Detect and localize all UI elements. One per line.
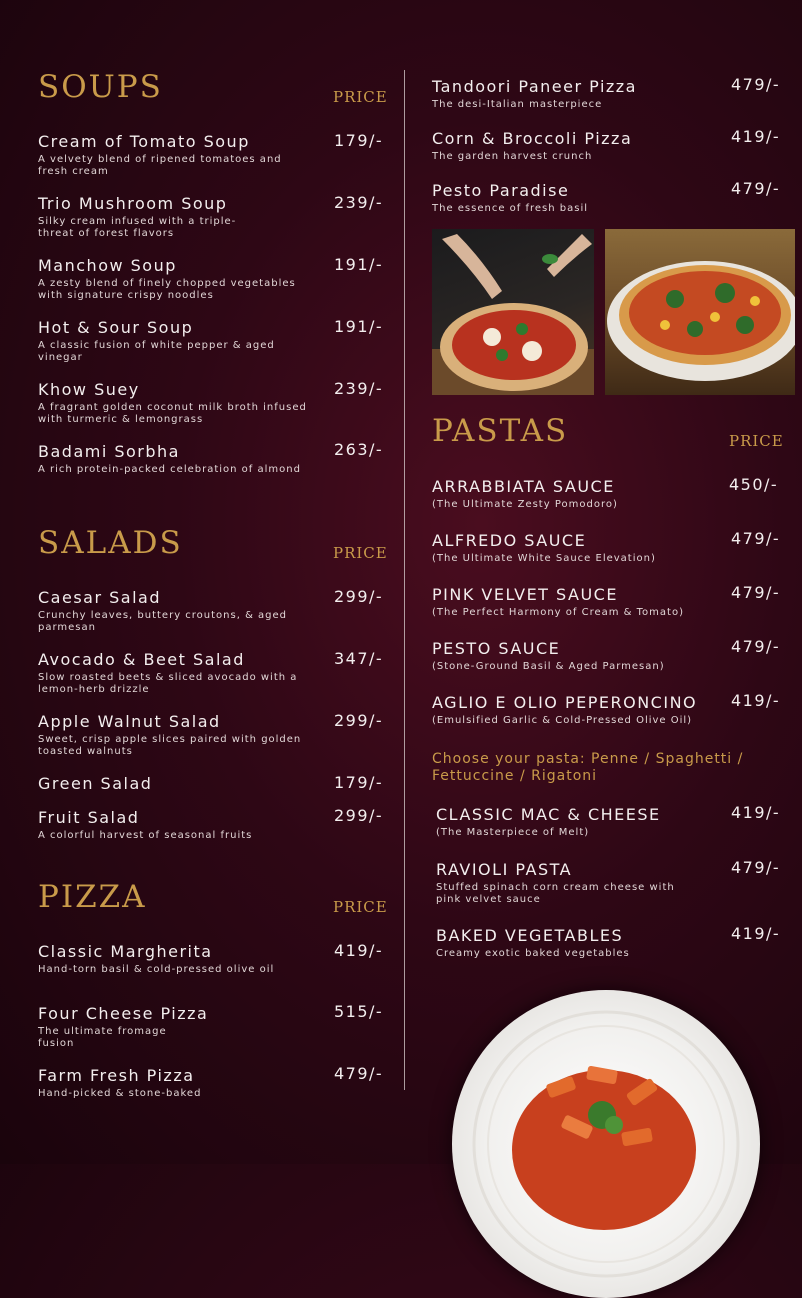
menu-item-pizza — [432, 129, 712, 163]
item-name: PINK VELVET SAUCE — [432, 585, 618, 604]
item-price: 179/- — [334, 773, 384, 792]
menu-item-pasta-special — [436, 926, 721, 960]
item-price: 450/- — [729, 475, 779, 494]
menu-item-soup — [38, 380, 313, 425]
salads-price-heading: PRICE — [333, 544, 388, 562]
item-desc: A colorful harvest of seasonal fruits — [38, 830, 253, 841]
margherita-pizza-photo — [432, 229, 594, 395]
item-name: Tandoori Paneer Pizza — [432, 77, 637, 96]
menu-item-pasta — [432, 585, 722, 619]
item-desc: The essence of fresh basil — [432, 203, 589, 214]
item-desc: (The Perfect Harmony of Cream & Tomato) — [432, 607, 684, 618]
item-price: 479/- — [334, 1064, 384, 1083]
item-price: 479/- — [731, 858, 781, 877]
item-price: 179/- — [334, 131, 384, 150]
menu-item-salad — [38, 650, 313, 695]
menu-item-salad — [38, 808, 313, 842]
item-price: 299/- — [334, 711, 384, 730]
item-name: BAKED VEGETABLES — [436, 926, 624, 945]
item-name: Avocado & Beet Salad — [38, 650, 245, 669]
menu-item-pasta-special — [436, 860, 701, 905]
menu-item-pasta-special — [436, 805, 721, 839]
item-desc: A classic fusion of white pepper & aged vinegar — [38, 340, 275, 363]
item-price: 515/- — [334, 1002, 384, 1021]
item-desc: A velvety blend of ripened tomatoes and fresh cream — [38, 154, 282, 177]
item-desc: Hand-torn basil & cold-pressed olive oil — [38, 964, 275, 975]
item-name: Four Cheese Pizza — [38, 1004, 209, 1023]
item-desc: (Stone-Ground Basil & Aged Parmesan) — [432, 661, 665, 672]
item-desc: Slow roasted beets & sliced avocado with a lemon-herb drizzle — [38, 672, 298, 695]
item-price: 479/- — [731, 583, 781, 602]
item-name: RAVIOLI PASTA — [436, 860, 573, 879]
item-name: Corn & Broccoli Pizza — [432, 129, 633, 148]
menu-item-salad — [38, 774, 313, 794]
menu-item-soup — [38, 132, 313, 177]
pasta-choice-note: Choose your pasta: Penne / Spaghetti / Fettuccine / Rigatoni — [432, 751, 744, 784]
item-price: 479/- — [731, 75, 781, 94]
item-desc: (The Ultimate Zesty Pomodoro) — [432, 499, 618, 510]
item-price: 479/- — [731, 637, 781, 656]
item-desc: Sweet, crisp apple slices paired with golden toasted walnuts — [38, 734, 302, 757]
column-divider — [404, 70, 405, 1090]
item-desc: A fragrant golden coconut milk broth infused with turmeric & lemongrass — [38, 402, 307, 425]
item-price: 347/- — [334, 649, 384, 668]
menu-item-salad — [38, 588, 313, 633]
item-price: 419/- — [731, 803, 781, 822]
item-desc: (Emulsified Garlic & Cold-Pressed Olive Oil) — [432, 715, 693, 726]
item-name: AGLIO E OLIO PEPERONCINO — [432, 693, 698, 712]
menu-item-salad — [38, 712, 313, 757]
soups-title: SOUPS — [38, 69, 163, 105]
menu-item-pasta — [432, 693, 722, 727]
item-desc: (The Ultimate White Sauce Elevation) — [432, 553, 656, 564]
item-desc: The desi-Italian masterpiece — [432, 99, 603, 110]
item-price: 419/- — [731, 924, 781, 943]
menu-item-soup — [38, 194, 253, 239]
item-name: ARRABBIATA SAUCE — [432, 477, 615, 496]
broccoli-pizza-photo — [605, 229, 795, 395]
item-name: ALFREDO SAUCE — [432, 531, 587, 550]
item-price: 299/- — [334, 806, 384, 825]
menu-item-pasta — [432, 477, 722, 511]
item-desc: Crunchy leaves, buttery croutons, & aged parmesan — [38, 610, 288, 633]
item-desc: Stuffed spinach corn cream cheese with pink velvet sauce — [436, 882, 675, 905]
item-name: Badami Sorbha — [38, 442, 180, 461]
pastas-price-heading: PRICE — [729, 432, 784, 450]
item-price: 419/- — [731, 691, 781, 710]
menu-item-pizza — [38, 1066, 313, 1100]
item-price: 479/- — [731, 179, 781, 198]
pizza-illustration — [605, 229, 795, 395]
soups-price-heading: PRICE — [333, 88, 388, 106]
item-name: Green Salad — [38, 774, 153, 793]
pasta-plate-photo — [452, 990, 760, 1298]
item-price: 239/- — [334, 379, 384, 398]
item-name: Cream of Tomato Soup — [38, 132, 250, 151]
item-price: 191/- — [334, 255, 384, 274]
item-name: CLASSIC MAC & CHEESE — [436, 805, 661, 824]
item-price: 191/- — [334, 317, 384, 336]
item-name: Fruit Salad — [38, 808, 140, 827]
pizza-illustration — [432, 229, 594, 395]
menu-item-soup — [38, 442, 313, 476]
item-name: Khow Suey — [38, 380, 140, 399]
item-desc: Creamy exotic baked vegetables — [436, 948, 630, 959]
menu-item-pizza — [432, 77, 712, 111]
item-name: Trio Mushroom Soup — [38, 194, 228, 213]
item-desc: The garden harvest crunch — [432, 151, 593, 162]
item-name: PESTO SAUCE — [432, 639, 561, 658]
menu-item-soup — [38, 318, 303, 363]
item-name: Caesar Salad — [38, 588, 161, 607]
pastas-title: PASTAS — [432, 413, 569, 449]
item-name: Pesto Paradise — [432, 181, 570, 200]
pasta-illustration — [452, 990, 760, 1298]
item-name: Classic Margherita — [38, 942, 213, 961]
menu-item-soup — [38, 256, 313, 301]
item-desc: Silky cream infused with a triple-threat of forest flavors — [38, 216, 237, 239]
item-price: 263/- — [334, 440, 384, 459]
item-price: 419/- — [731, 127, 781, 146]
item-price: 479/- — [731, 529, 781, 548]
item-price: 419/- — [334, 941, 384, 960]
item-price: 239/- — [334, 193, 384, 212]
menu-item-pasta — [432, 639, 722, 673]
item-name: Hot & Sour Soup — [38, 318, 194, 337]
item-desc: Hand-picked & stone-baked — [38, 1088, 202, 1099]
item-desc: A zesty blend of finely chopped vegetables with signature crispy noodles — [38, 278, 296, 301]
menu-item-pasta — [432, 531, 722, 565]
pizza-title: PIZZA — [38, 879, 147, 915]
item-name: Apple Walnut Salad — [38, 712, 221, 731]
item-desc: The ultimate fromage fusion — [38, 1026, 167, 1049]
menu-item-pizza — [38, 1004, 209, 1049]
item-desc: (The Masterpiece of Melt) — [436, 827, 590, 838]
pizza-price-heading: PRICE — [333, 898, 388, 916]
salads-title: SALADS — [38, 525, 183, 561]
item-desc: A rich protein-packed celebration of almond — [38, 464, 301, 475]
item-name: Manchow Soup — [38, 256, 177, 275]
item-price: 299/- — [334, 587, 384, 606]
item-name: Farm Fresh Pizza — [38, 1066, 195, 1085]
menu-item-pizza — [432, 181, 712, 215]
menu-item-pizza — [38, 942, 278, 976]
